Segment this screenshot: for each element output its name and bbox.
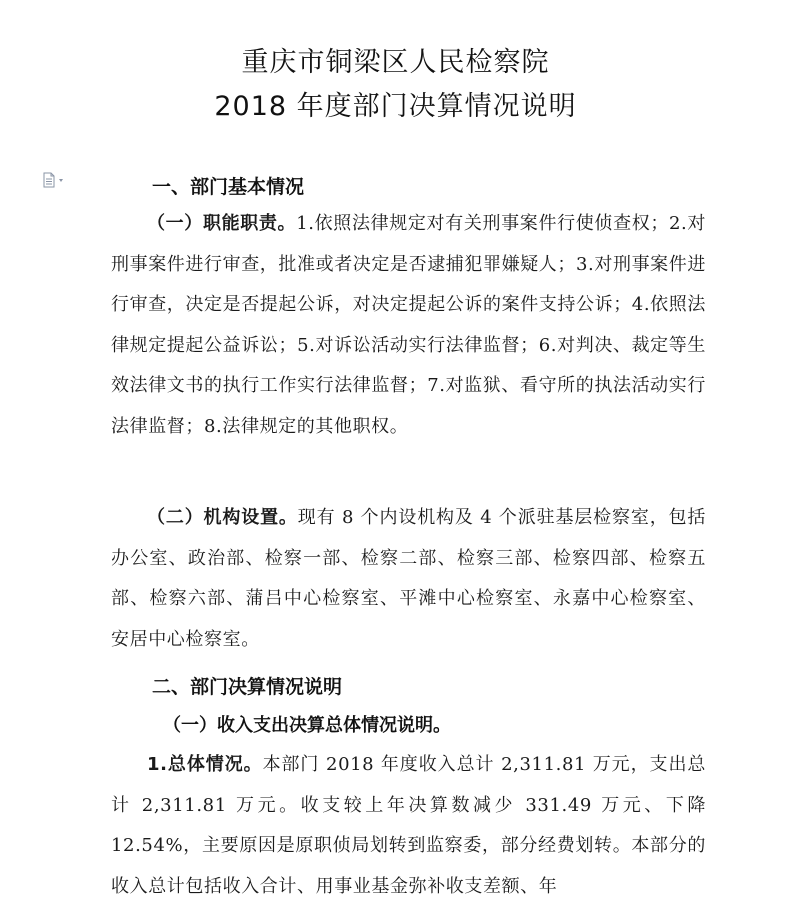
- paragraph-duties: [111, 204, 706, 447]
- section-heading-2: 二、部门决算情况说明: [152, 676, 343, 698]
- section-heading-1: 一、部门基本情况: [152, 176, 305, 198]
- subsection-heading: （一）收入支出决算总体情况说明。: [163, 715, 451, 736]
- document-title: 重庆市铜梁区人民检察院: [241, 47, 550, 78]
- paragraph-duties-label: （一）职能职责。: [147, 213, 297, 234]
- paragraph-organization-text: 现有 8 个内设机构及 4 个派驻基层检察室，包括办公室、政治部、检察一部、检察二部、检察三部、检察四部、检察五部、检察六部、蒲吕中心检察室、平滩中心检察室、永嘉中心检察室、安居中心检察室。: [111, 507, 706, 650]
- paragraph-duties-text: 1.依照法律规定对有关刑事案件行使侦查权；2.对刑事案件进行审查，批准或者决定是否逮捕犯罪嫌疑人；3.对刑事案件进行审查，决定是否提起公诉，对决定提起公诉的案件支持公诉；4.依照法律规定提起公益诉讼；5.对诉讼活动实行法律监督；6.对判决、裁定等生效法律文书的执行工作实行法律监督；7.对监狱、看守所的执法活动实行法律监督；8.法律规定的其他职权。: [111, 213, 706, 437]
- document-subtitle: 2018 年度部门决算情况说明: [214, 91, 577, 122]
- paragraph-organization: [111, 498, 706, 660]
- paragraph-overview-label: 1.总体情况。: [147, 754, 263, 775]
- paragraph-overview: [111, 745, 706, 907]
- paragraph-organization-label: （二）机构设置。: [147, 507, 298, 528]
- document-icon[interactable]: [42, 172, 68, 188]
- paragraph-overview-text: 本部门 2018 年度收入总计 2,311.81 万元，支出总计 2,311.81 万元。收支较上年决算数减少 331.49 万元、下降 12.54%，主要原因是原职侦局划转到监察委，部分经费划转。本部分的收入总计包括收入合计、用事业基金弥补收支差额、年: [111, 754, 707, 897]
